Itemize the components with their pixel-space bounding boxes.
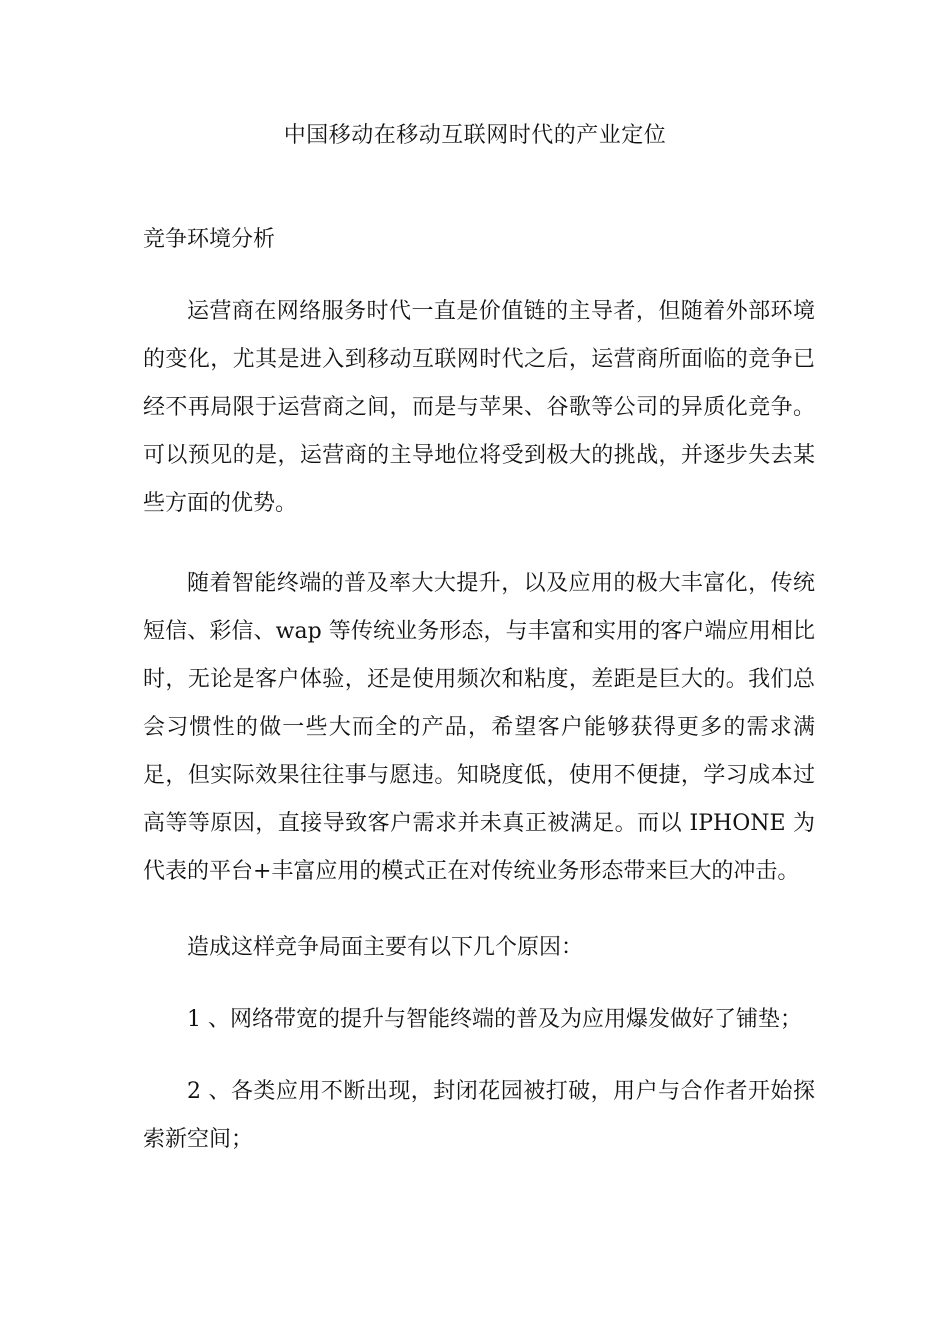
- section-heading: 竞争环境分析: [143, 227, 276, 252]
- document-title: 中国移动在移动互联网时代的产业定位: [283, 123, 667, 148]
- paragraph-operator-dominance: 运营商在网络服务时代一直是价值链的主导者，但随着外部环境的变化，尤其是进入到移动互联网时代之后，运营商所面临的竞争已经不再局限于运营商之间，而是与苹果、谷歌等公司的异质化竞争。可以预见的是，运营商的主导地位将受到极大的挑战，并逐步失去某些方面的优势。: [143, 299, 815, 516]
- list-item-reason-2: 2 、各类应用不断出现，封闭花园被打破，用户与合作者开始探索新空间；: [143, 1079, 815, 1152]
- paragraph-reasons-intro: 造成这样竞争局面主要有以下几个原因：: [187, 935, 584, 960]
- list-item-reason-1: 1 、网络带宽的提升与智能终端的普及为应用爆发做好了铺垫；: [187, 1007, 802, 1032]
- paragraph-smart-terminals: 随着智能终端的普及率大大提升，以及应用的极大丰富化，传统短信、彩信、wap 等传统业务形态，与丰富和实用的客户端应用相比时，无论是客户体验，还是使用频次和粘度，差距是巨大的。我们总会习惯性的做一些大而全的产品，希望客户能够获得更多的需求满足，但实际效果往往事与愿违。知晓度低，使用不便捷，学习成本过高等等原因，直接导致客户需求并未真正被满足。而以 IPHONE 为代表的平台+丰富应用的模式正在对传统业务形态带来巨大的冲击。: [143, 571, 815, 884]
